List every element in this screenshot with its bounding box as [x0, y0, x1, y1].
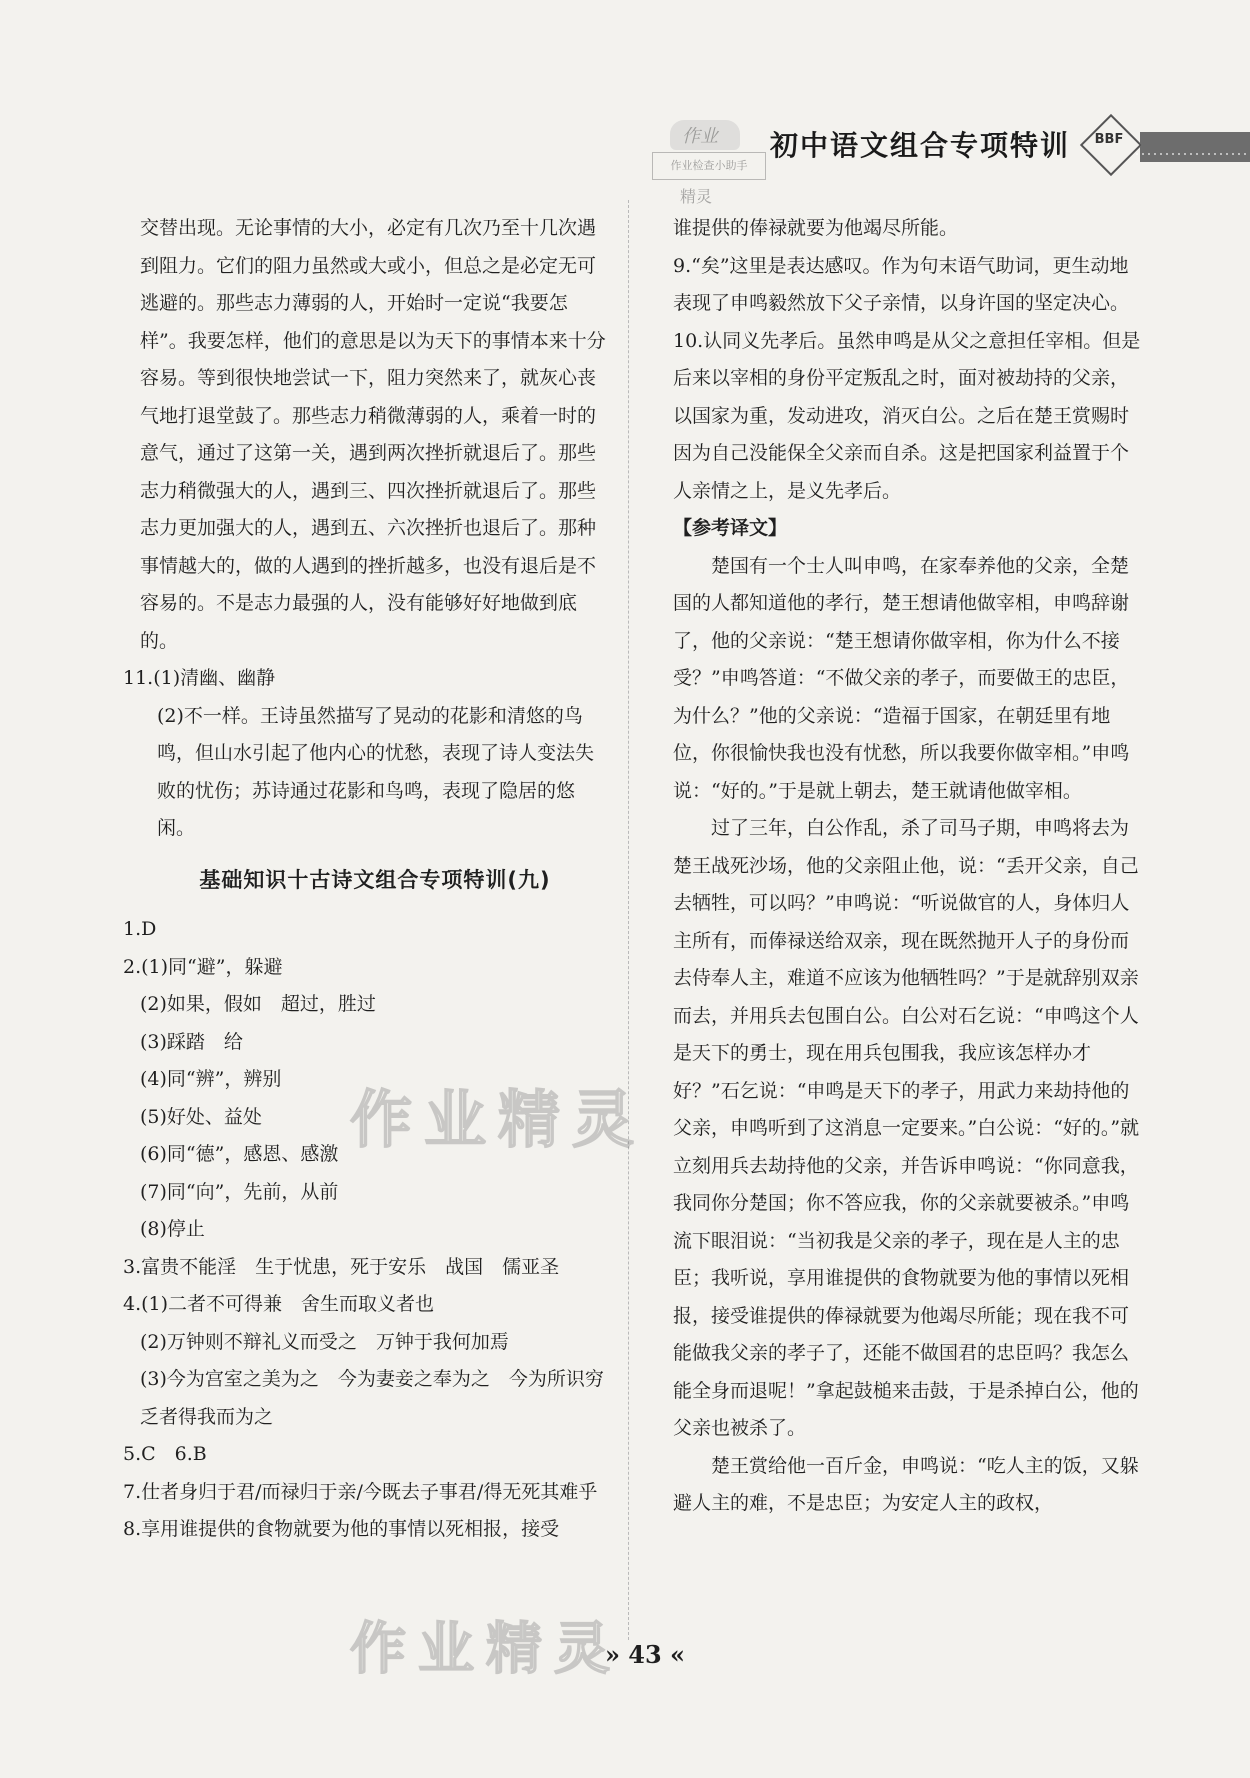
answer-2-4: (4)同“辨”，辨别 [140, 1068, 282, 1090]
header-title: 初中语文组合专项特训 [770, 129, 1071, 162]
watermark-middle: 作业精灵 [350, 1083, 647, 1156]
answer-7: 7.仕者身归于君/而禄归于亲/今既去子事君/得无死其难乎 [123, 1480, 598, 1503]
answer-4-3: (3)今为宫室之美为之 今为妻妾之奉为之 今为所识穷乏者得我而为之 [140, 1368, 604, 1428]
answer-2-3: (3)踩踏 给 [140, 1030, 243, 1053]
answer-11-2: (2)不一样。王诗虽然描写了晃动的花影和清悠的鸟鸣，但山水引起了他内心的忧愁，表现了诗人变法失败的忧伤；苏诗通过花影和鸟鸣，表现了隐居的悠闲。 [157, 704, 595, 839]
header-band [1140, 132, 1250, 162]
translation-paragraph-3: 楚王赏给他一百斤金，申鸣说：“吃人主的饭，又躲避人主的难，不是忠臣；为安定人主的政权， [673, 1454, 1139, 1514]
answer-9: 9.“矣”这里是表达感叹。作为句末语气助词，更生动地表现了申鸣毅然放下父子亲情，以身许国的坚定决心。 [673, 254, 1130, 314]
logo-text: BBF [1094, 132, 1124, 147]
translation-paragraph-2: 过了三年，白公作乱，杀了司马子期，申鸣将去为楚王战死沙场，他的父亲阻止他，说：“丢开父亲，自己去牺牲，可以吗？”申鸣说：“听说做官的人，身体归人主所有，而俸禄送给双亲，现在既然抛开人子的身份而去侍奉人主，难道不应该为他牺牲吗？”于是就辞别双亲而去，并用兵去包围白公。白公对石乞说：“申鸣这个人是天下的勇士，现在用兵包围我，我应该怎样办才好？”石乞说：“申鸣是天下的孝子，用武力来劫持他的父亲，申鸣听到了这消息一定要来。”白公说：“好的。”就立刻用兵去劫持他的父亲，并告诉申鸣说：“你同意我，我同你分楚国；你不答应我，你的父亲就要被杀。”申鸣流下眼泪说：“当初我是父亲的孝子，现在是人主的忠臣；我听说，享用谁提供的食物就要为他的事情以死相报，接受谁提供的俸禄就要为他竭尽所能；现在我不可能做我父亲的孝子了，还能不做国君的忠臣吗？我怎么能全身而退呢！”拿起鼓槌来击鼓，于是杀掉白公，他的父亲也被杀了。 [673, 817, 1140, 1439]
stamp-bottom: 精灵 [680, 187, 713, 206]
homework-stamp [650, 102, 790, 222]
answer-2-6: (6)同“德”，感恩、感激 [140, 1143, 339, 1165]
answer-2-8: (8)停止 [140, 1218, 205, 1240]
answer-5-6: 5.C 6.B [123, 1443, 207, 1465]
answer-4-2: (2)万钟则不辩礼义而受之 万钟于我何加焉 [140, 1330, 509, 1353]
stamp-top [670, 120, 740, 150]
column-divider [628, 200, 629, 1640]
answer-2-2: (2)如果，假如 超过，胜过 [140, 993, 376, 1015]
translation-paragraph-1: 楚国有一个士人叫申鸣，在家奉养他的父亲，全楚国的人都知道他的孝行，楚王想请他做宰相，申鸣辞谢了，他的父亲说：“楚王想请你做宰相，你为什么不接受？”申鸣答道：“不做父亲的孝子，而要做王的忠臣，为什么？”他的父亲说：“造福于国家，在朝廷里有地位，你很愉快我也没有忧愁，所以我要你做宰相。”申鸣说：“好的。”于是就上朝去，楚王就请他做宰相。 [673, 554, 1130, 802]
answer-8-continued: 谁提供的俸禄就要为他竭尽所能。 [673, 217, 959, 239]
right-column [673, 210, 1143, 1523]
answer-2-1: 2.(1)同“避”，躲避 [123, 955, 283, 978]
page-number: » 43 « [604, 1640, 686, 1669]
answer-4-1: 4.(1)二者不可得兼 舍生而取义者也 [123, 1293, 435, 1315]
answer-10: 10.认同义先孝后。虽然申鸣是从父之意担任宰相。但是后来以宰相的身份平定叛乱之时，面对被劫持的父亲，以国家为重，发动进攻，消灭白公。之后在楚王赏赐时因为自己没能保全父亲而自杀。这是把国家利益置于个人亲情之上，是义先孝后。 [673, 329, 1141, 502]
reference-translation-title: 【参考译文】 [673, 517, 788, 539]
answer-3: 3.富贵不能淫 生于忧患，死于安乐 战国 儒亚圣 [123, 1255, 560, 1278]
answer-11-1: 11.(1)清幽、幽静 [123, 667, 276, 689]
stamp-top-text: 作业 [682, 126, 718, 147]
watermark-bottom: 作业精灵 [350, 1617, 622, 1682]
answer-8: 8.享用谁提供的食物就要为他的事情以死相报，接受 [123, 1518, 560, 1540]
left-column [123, 210, 610, 1549]
bbf-logo-icon [1080, 114, 1138, 172]
answer-2-7: (7)同“向”，先前，从前 [140, 1180, 339, 1203]
section-title: 基础知识十古诗文组合专项特训(九) [199, 867, 551, 892]
intro-paragraph: 交替出现。无论事情的大小，必定有几次乃至十几次遇到阻力。它们的阻力虽然或大或小，但总之是必定无可逃避的。那些志力薄弱的人，开始时一定说“我要怎样”。我要怎样，他们的意思是以为天下的事情本来十分容易。等到很快地尝试一下，阻力突然来了，就灰心丧气地打退堂鼓了。那些志力稍微薄弱的人，乘着一时的意气，通过了这第一关，遇到两次挫折就退后了。那些志力稍微强大的人，遇到三、四次挫折就退后了。那些志力更加强大的人，遇到五、六次挫折也退后了。那种事情越大的，做的人遇到的挫折越多，也没有退后是不容易的。不是志力最强的人，没有能够好好地做到底的。 [140, 217, 606, 652]
stamp-box: 作业检查小助手 [652, 152, 766, 180]
answer-1: 1.D [123, 918, 157, 940]
answer-2-5: (5)好处、益处 [140, 1105, 262, 1128]
